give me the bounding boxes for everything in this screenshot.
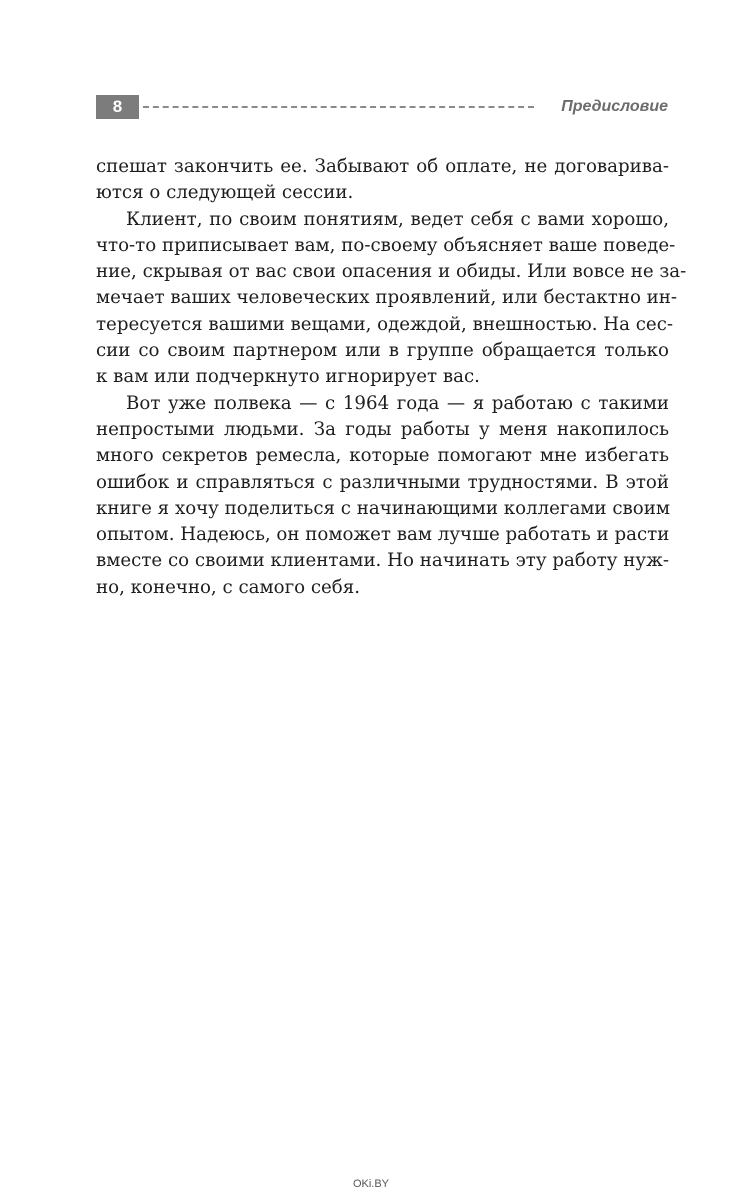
- text-line: тересуется вашими вещами, одеждой, внешностью. На сес-: [96, 313, 674, 335]
- paragraph-2: [96, 207, 687, 391]
- paragraph-3: [96, 391, 669, 601]
- footer-watermark: OKi.BY: [352, 1178, 390, 1190]
- text-line: мечает ваших человеческих проявлений, или бестактно ин-: [96, 287, 678, 309]
- text-line: ошибок и справляться с различными трудностями. В этой: [96, 471, 669, 493]
- header-dashed-divider: [143, 106, 534, 108]
- text-line: Клиент, по своим понятиям, ведет себя с вами хорошо,: [126, 208, 669, 230]
- text-line: непростыми людьми. За годы работы у меня накопилось: [96, 418, 669, 440]
- running-header: [96, 95, 668, 119]
- text-line: книге я хочу поделиться с начинающими коллегами своим: [96, 497, 670, 519]
- text-line: что-то приписывает вам, по-своему объясняет ваше поведе-: [96, 234, 676, 256]
- text-line: опытом. Надеюсь, он поможет вам лучше работать и расти: [96, 524, 670, 546]
- text-line: много секретов ремесла, которые помогают мне избегать: [96, 445, 669, 467]
- paragraph-1: [96, 154, 669, 207]
- text-line: но, конечно, с самого себя.: [96, 576, 361, 598]
- text-line: вместе со своими клиентами. Но начинать эту работу нуж-: [96, 550, 669, 572]
- text-line: к вам или подчеркнуто игнорирует вас.: [96, 366, 480, 388]
- text-line: Вот уже полвека — с 1964 года — я работаю с такими: [126, 392, 669, 414]
- text-line: спешат закончить ее. Забывают об оплате, не договарива-: [96, 156, 669, 177]
- text-line: ются о следующей сессии.: [96, 182, 354, 204]
- page-number: 8: [96, 95, 139, 119]
- body-text: [96, 154, 687, 601]
- section-title: Предисловие: [561, 98, 668, 115]
- text-line: ние, скрывая от вас свои опасения и обиды. Или вовсе не за-: [96, 261, 687, 283]
- text-line: сии со своим партнером или в группе обращается только: [96, 340, 669, 362]
